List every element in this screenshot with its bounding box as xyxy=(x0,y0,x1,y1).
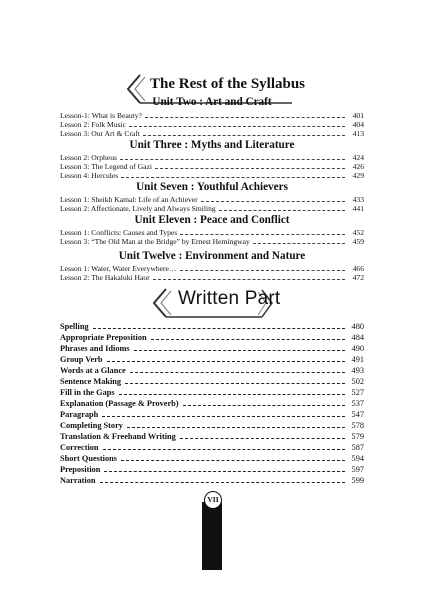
toc-label: Group Verb xyxy=(60,355,103,364)
leader-dots xyxy=(104,468,345,472)
toc-page: 502 xyxy=(351,377,364,386)
leader-dots xyxy=(120,156,345,160)
toc-label: Translation & Freehand Writing xyxy=(60,432,176,441)
leader-dots xyxy=(143,132,345,136)
toc-page: 441 xyxy=(352,204,364,213)
leader-dots xyxy=(180,231,345,235)
toc-label: Lesson 1: Conflicts: Causes and Types xyxy=(60,228,178,237)
written-part-title: Written Part xyxy=(178,288,281,309)
toc-page: 429 xyxy=(352,171,364,180)
toc-label: Lesson 2: Orpheus xyxy=(60,153,117,162)
leader-dots xyxy=(102,413,345,417)
toc-row[interactable] xyxy=(60,320,364,331)
toc-row[interactable] xyxy=(60,170,364,180)
toc-label: Fill in the Gaps xyxy=(60,388,115,397)
toc-page: 452 xyxy=(352,228,364,237)
leader-dots xyxy=(153,276,345,280)
toc-row[interactable] xyxy=(60,331,364,342)
toc-page: 459 xyxy=(352,237,364,246)
leader-dots xyxy=(103,446,345,450)
toc-row[interactable] xyxy=(60,452,364,463)
leader-dots xyxy=(134,347,345,351)
toc-page: 490 xyxy=(351,344,364,353)
toc-row[interactable] xyxy=(60,386,364,397)
written-part-header xyxy=(0,286,424,320)
toc-label: Explanation (Passage & Proverb) xyxy=(60,399,179,408)
toc-page: 587 xyxy=(351,443,364,452)
toc-row[interactable] xyxy=(60,419,364,430)
toc-label: Words at a Glance xyxy=(60,366,126,375)
toc-page: 599 xyxy=(351,476,364,485)
toc-label: Lesson 3: The Legend of Gazi xyxy=(60,162,153,171)
page-number-tab xyxy=(202,490,222,570)
toc-label: Lesson-1: What is Beauty? xyxy=(60,111,142,120)
leader-dots xyxy=(100,479,346,483)
leader-dots xyxy=(130,369,345,373)
unit-heading: Unit Eleven : Peace and Conflict xyxy=(134,214,290,226)
toc-row[interactable] xyxy=(60,408,364,419)
toc-label: Lesson 3: Our Art & Craft xyxy=(60,129,140,138)
toc-row[interactable] xyxy=(60,375,364,386)
leader-dots xyxy=(219,207,345,211)
toc-page: 547 xyxy=(351,410,364,419)
toc-page: 404 xyxy=(352,120,364,129)
leader-dots xyxy=(125,380,345,384)
toc-label: Sentence Making xyxy=(60,377,122,386)
leader-dots xyxy=(180,267,346,271)
toc-page: 426 xyxy=(352,162,364,171)
leader-dots xyxy=(121,457,345,461)
leader-dots xyxy=(253,240,345,244)
toc-label: Narration xyxy=(60,476,96,485)
toc-page: 480 xyxy=(351,322,364,331)
toc-page: 594 xyxy=(351,454,364,463)
toc-label: Lesson 3: “The Old Man at the Bridge” by Ernest Hemingway xyxy=(60,237,250,246)
toc-row[interactable] xyxy=(60,364,364,375)
toc-page: 484 xyxy=(351,333,364,342)
toc-page: 578 xyxy=(351,421,364,430)
toc-row[interactable] xyxy=(60,474,364,485)
page-number-bar xyxy=(202,502,222,570)
toc-label: Completing Story xyxy=(60,421,123,430)
unit-heading: Unit Two : Art and Craft xyxy=(152,96,272,108)
toc-label: Appropriate Preposition xyxy=(60,333,147,342)
toc-row[interactable] xyxy=(60,441,364,452)
toc-label: Spelling xyxy=(60,322,89,331)
toc-row[interactable] xyxy=(60,236,364,246)
leader-dots xyxy=(180,435,345,439)
toc-row[interactable] xyxy=(60,342,364,353)
toc-row[interactable] xyxy=(60,272,364,282)
toc-row[interactable] xyxy=(60,463,364,474)
toc-row[interactable] xyxy=(60,397,364,408)
leader-dots xyxy=(107,358,346,362)
toc-label: Lesson 1: Sheikh Kamal: Life of an Achiever xyxy=(60,195,198,204)
toc-page: 579 xyxy=(351,432,364,441)
toc-row[interactable] xyxy=(60,128,364,138)
toc-label: Lesson 2: Folk Music xyxy=(60,120,127,129)
page-number: VII xyxy=(204,491,222,509)
toc-page: 413 xyxy=(352,129,364,138)
toc-label: Paragraph xyxy=(60,410,99,419)
toc-page: 472 xyxy=(352,273,364,282)
toc-row[interactable] xyxy=(60,353,364,364)
toc-label: Lesson 4: Hercules xyxy=(60,171,119,180)
toc-label: Lesson 1: Water, Water Everywhere… xyxy=(60,264,177,273)
toc-page: 466 xyxy=(352,264,364,273)
toc-page: 491 xyxy=(351,355,364,364)
leader-dots xyxy=(145,114,345,118)
leader-dots xyxy=(201,198,345,202)
toc-label: Correction xyxy=(60,443,99,452)
toc-label: Lesson 2: The Hakaluki Haor xyxy=(60,273,150,282)
leader-dots xyxy=(129,123,345,127)
leader-dots xyxy=(93,325,345,329)
leader-dots xyxy=(151,336,345,340)
toc-label: Short Questions xyxy=(60,454,117,463)
syllabus-title: The Rest of the Syllabus xyxy=(150,76,306,92)
toc-row[interactable] xyxy=(60,203,364,213)
unit-heading: Unit Twelve : Environment and Nature xyxy=(118,250,306,262)
leader-dots xyxy=(155,165,345,169)
unit-heading: Unit Three : Myths and Literature xyxy=(129,139,295,151)
toc-label: Lesson 2: Affectionate, Lively and Always Smiling xyxy=(60,204,216,213)
toc-page: 401 xyxy=(352,111,364,120)
toc-page: 597 xyxy=(351,465,364,474)
leader-dots xyxy=(127,424,345,428)
toc-page: 424 xyxy=(352,153,364,162)
toc-page: 527 xyxy=(351,388,364,397)
toc-page: 493 xyxy=(351,366,364,375)
toc-page: 537 xyxy=(351,399,364,408)
unit-heading: Unit Seven : Youthful Achievers xyxy=(136,181,288,193)
toc-label: Phrases and Idioms xyxy=(60,344,130,353)
leader-dots xyxy=(119,391,345,395)
toc-label: Preposition xyxy=(60,465,101,474)
leader-dots xyxy=(121,174,345,178)
toc-row[interactable] xyxy=(60,430,364,441)
leader-dots xyxy=(183,402,345,406)
toc-page: 433 xyxy=(352,195,364,204)
